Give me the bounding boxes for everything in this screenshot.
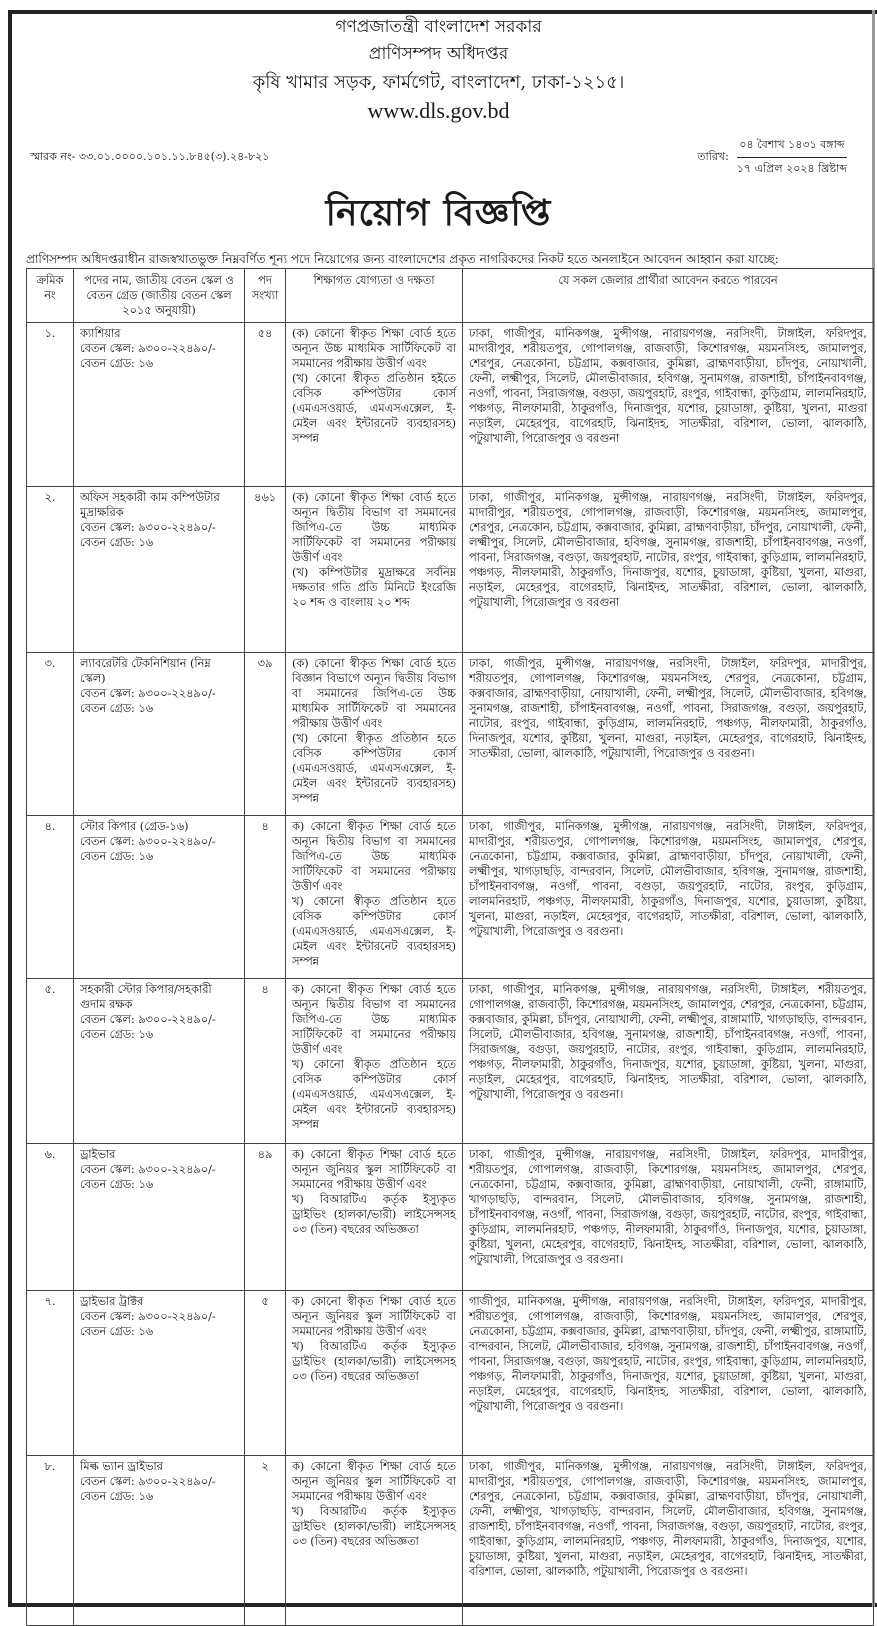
pay-grade: বেতন গ্রেড: ১৬: [80, 1490, 154, 1503]
pay-scale: বেতন স্কেল: ৯৩০০-২২৪৯০/-: [80, 1013, 216, 1026]
pay-scale: বেতন স্কেল: ৯৩০০-২২৪৯০/-: [80, 342, 216, 355]
pay-grade: বেতন গ্রেড: ১৬: [80, 1178, 154, 1191]
row-districts: গাজীপুর, মানিকগঞ্জ, মুন্সীগঞ্জ, নারায়ণগঞ্জ, নরসিংদী, টাঙ্গাইল, ফরিদপুর, মাদারীপুর, শরীয়তপুর, গোপালগঞ্জ, রাজবাড়ী, কিশোরগঞ্জ, ময়মনসিংহ, জামালপুর, শেরপুর, নেত্রকোনা, চট্টগ্রাম, কক্সবাজার, কুমিল্লা, ব্রাহ্মণবাড়ীয়া, চাঁদপুর, ফেনী, লক্ষ্মীপুর, রাঙ্গামাটি, বান্দরবান, সিলেট, মৌলভীবাজার, হবিগঞ্জ, সুনামগঞ্জ, রাজশাহী, চাঁপাইনবাবগঞ্জ, নওগাঁ, পাবনা, সিরাজগঞ্জ, বগুড়া, জয়পুরহাট, নাটোর, রংপুর, গাইবান্ধা, কুড়িগ্রাম, লালমনিরহাট, পঞ্চগড়, নীলফামারী, ঠাকুরগাঁও, দিনাজপুর, যশোর, চুয়াডাঙ্গা, কুষ্টিয়া, খুলনা, মাগুরা, নড়াইল, মেহেরপুর, বাগেরহাট, ঝিনাইদহ, সাতক্ষীরা, বরিশাল, ভোলা, ঝালকাঠি, পটুয়াখালী, পিরোজপুর ও বরগুনা।: [463, 1291, 874, 1456]
post-name: ড্রাইভার: [80, 1148, 116, 1161]
row-serial: ১.: [27, 323, 74, 487]
pay-grade: বেতন গ্রেড: ১৬: [80, 850, 154, 863]
table-row: [27, 1291, 874, 1456]
qualification-a: ক) কোনো স্বীকৃত শিক্ষা বোর্ড হতে অন্যূন জুনিয়র স্কুল সার্টিফিকেট বা সমমানের পরীক্ষায় উত্তীর্ণ এবং: [292, 1295, 456, 1338]
pay-scale: বেতন স্কেল: ৯৩০০-২২৪৯০/-: [80, 1475, 216, 1488]
department-name: প্রাণিসম্পদ অধিদপ্তর: [368, 44, 509, 64]
row-qualification: [286, 1456, 463, 1626]
qualification-a: (ক) কোনো স্বীকৃত শিক্ষা বোর্ড হতে অন্যূন দ্বিতীয় বিভাগ বা সমমানের জিপিএ-তে উচ্চ মাধ্যমিক সার্টিফিকেট বা সমমানের পরীক্ষায় উত্তীর্ণ এবং: [292, 491, 456, 564]
date-block: [697, 136, 847, 179]
row-serial: ৮.: [27, 1456, 74, 1626]
row-qualification: [286, 323, 463, 487]
row-post: [74, 1291, 245, 1456]
qualification-a: ক) কোনো স্বীকৃত শিক্ষা বোর্ড হতে অন্যূন দ্বিতীয় বিভাগ বা সমমানের জিপিএ-তে উচ্চ মাধ্যমিক সার্টিফিকেট বা সমমানের পরীক্ষায় উত্তীর্ণ এবং: [292, 820, 456, 893]
row-count: ৪৯: [245, 1144, 286, 1291]
page-title: নিয়োগ বিজ্ঞপ্তি: [325, 192, 552, 234]
row-serial: ২.: [27, 487, 74, 653]
header-post: পদের নাম, জাতীয় বেতন স্কেল ও বেতন গ্রেড (জাতীয় বেতন স্কেল ২০১৫ অনুযায়ী): [74, 269, 245, 323]
row-post: [74, 487, 245, 653]
row-qualification: [286, 816, 463, 979]
table-row: [27, 653, 874, 816]
row-count: ৫৪: [245, 323, 286, 487]
row-districts: ঢাকা, গাজীপুর, মুন্সীগঞ্জ, নারায়ণগঞ্জ, নরসিংদী, টাঙ্গাইল, ফরিদপুর, মাদারীপুর, শরীয়তপুর, গোপালগঞ্জ, কিশোরগঞ্জ, ময়মনসিংহ, শেরপুর, নেত্রকোনা, চট্টগ্রাম, কক্সবাজার, ব্রাহ্মণবাড়ীয়া, নোয়াখালী, ফেনী, লক্ষ্মীপুর, সিলেট, মৌলভীবাজার, হবিগঞ্জ, সুনামগঞ্জ, রাজশাহী, চাঁপাইনবাবগঞ্জ, নওগাঁ, পাবনা, সিরাজগঞ্জ, বগুড়া, জয়পুরহাট, নাটোর, রংপুর, গাইবান্ধা, কুড়িগ্রাম, লালমনিরহাট, পঞ্চগড়, নীলফামারী, ঠাকুরগাঁও, দিনাজপুর, যশোর, কুষ্টিয়া, খুলনা, মাগুরা, নড়াইল, মেহেরপুর, বাগেরহাট, ঝিনাইদহ, সাতক্ষীরা, ভোলা, ঝালকাঠি, পটুয়াখালী, পিরোজপুর ও বরগুনা।: [463, 653, 874, 816]
row-serial: ৭.: [27, 1291, 74, 1456]
table-row: [27, 979, 874, 1144]
row-count: ৪: [245, 816, 286, 979]
row-serial: ৫.: [27, 979, 74, 1144]
pay-grade: বেতন গ্রেড: ১৬: [80, 536, 154, 549]
post-name: মিল্ক ভ্যান ড্রাইভার: [80, 1460, 163, 1473]
memo-number: স্মারক নং- ৩৩.০১.০০০০.১০১.১১.৮৪৫(৩).২৪-৮২১: [30, 150, 270, 163]
row-qualification: [286, 1144, 463, 1291]
vacancy-table: [26, 268, 874, 1626]
row-count: ৪: [245, 979, 286, 1144]
pay-grade: বেতন গ্রেড: ১৬: [80, 1325, 154, 1338]
row-qualification: [286, 653, 463, 816]
row-qualification: [286, 487, 463, 653]
pay-grade: বেতন গ্রেড: ১৬: [80, 357, 154, 370]
row-serial: ৬.: [27, 1144, 74, 1291]
row-districts: ঢাকা, গাজীপুর, মানিকগঞ্জ, মুন্সীগঞ্জ, নারায়ণগঞ্জ, নরসিংদী, টাঙ্গাইল, ফরিদপুর, মাদারীপুর, শরীয়তপুর, গোপালগঞ্জ, রাজবাড়ী, কিশোরগঞ্জ, ময়মনসিংহ, জামালপুর, শেরপুর, নেত্রকোনা, চট্টগ্রাম, কক্সবাজার, কুমিল্লা, ব্রাহ্মণবাড়ীয়া, চাঁদপুর, নোয়াখালী, ফেনী, লক্ষ্মীপুর, সিলেট, মৌলভীবাজার, হবিগঞ্জ, সুনামগঞ্জ, রাজশাহী, চাঁপাইনবাবগঞ্জ, নওগাঁ, পাবনা, সিরাজগঞ্জ, বগুড়া, জয়পুরহাট, রংপুর, গাইবান্ধা, কুড়িগ্রাম, লালমনিরহাট, পঞ্চগড়, নীলফামারী, ঠাকুরগাঁও, দিনাজপুর, যশোর, চুয়াডাঙ্গা, কুষ্টিয়া, খুলনা, মাগুরা নড়াইল, মেহেরপুর, বাগেরহাট, ঝিনাইদহ, সাতক্ষীরা, বরিশাল, ভোলা, ঝালকাঠি, পটুয়াখালী, পিরোজপুর ও বরগুনা: [463, 323, 874, 487]
date-english: ১৭ এপ্রিল ২০২৪ খ্রিষ্টাব্দ: [736, 162, 847, 175]
govt-name: গণপ্রজাতন্ত্রী বাংলাদেশ সরকার: [335, 17, 542, 37]
qualification-b: খ) কোনো স্বীকৃত প্রতিষ্ঠান হতে বেসিক কম্পিউটার কোর্স (এমএসওয়ার্ড, এমএসএক্সেল, ই-মেইল এবং ইন্টারনেট ব্যবহারসহ) সম্পন্ন: [292, 895, 456, 968]
row-post: [74, 979, 245, 1144]
row-post: [74, 653, 245, 816]
table-row: [27, 487, 874, 653]
row-districts: ঢাকা, গাজীপুর, মুন্সীগঞ্জ, নারায়ণগঞ্জ, নরসিংদী, টাঙ্গাইল, ফরিদপুর, মাদারীপুর, শরীয়তপুর, গোপালগঞ্জ, রাজবাড়ী, কিশোরগঞ্জ, ময়মনসিংহ, জামালপুর, শেরপুর, নেত্রকোনা, চট্টগ্রাম, কক্সবাজার, কুমিল্লা, ব্রাহ্মণবাড়ীয়া, নোয়াখালী, ফেনী, রাঙ্গামাটি, খাগড়াছড়ি, বান্দরবান, সিলেট, মৌলভীবাজার, হবিগঞ্জ, সুনামগঞ্জ, রাজশাহী, চাঁপাইনবাবগঞ্জ, নওগাঁ, পাবনা, সিরাজগঞ্জ, বগুড়া, জয়পুরহাট, নাটোর, রংপুর, গাইবান্ধা, কুড়িগ্রাম, লালমনিরহাট, পঞ্চগড়, নীলফামারী, ঠাকুরগাঁও, দিনাজপুর, যশোর, চুয়াডাঙ্গা, কুষ্টিয়া, খুলনা, মেহেরপুর, বাগেরহাট, ঝিনাইদহ, সাতক্ষীরা, বরিশাল, ভোলা, ঝালকাঠি, পটুয়াখালী, পিরোজপুর ও বরগুনা।: [463, 1144, 874, 1291]
row-post: [74, 1144, 245, 1291]
qualification-a: ক) কোনো স্বীকৃত শিক্ষা বোর্ড হতে অন্যূন দ্বিতীয় বিভাগ বা সমমানের জিপিএ-তে উচ্চ মাধ্যমিক সার্টিফিকেট বা সমমানের পরীক্ষায় উত্তীর্ণ এবং: [292, 983, 456, 1056]
table-row: [27, 816, 874, 979]
post-name: সহকারী স্টোর কিপার/সহকারী গুদাম রক্ষক: [80, 983, 212, 1011]
row-districts: ঢাকা, গাজীপুর, মানিকগঞ্জ, মুন্সীগঞ্জ, নারায়ণগঞ্জ, নরসিংদী, টাঙ্গাইল, ফরিদপুর, মাদারীপুর, শরীয়তপুর, গোপালগঞ্জ, রাজবাড়ী, কিশোরগঞ্জ, ময়মনসিংহ, জামালপুর, শেরপুর, নেত্রকোন, চট্টগ্রাম, কক্সবাজার, কুমিল্লা, ব্রাহ্মণবাড়ীয়া, চাঁদপুর, নোয়াখালী, ফেনী, লক্ষ্মীপুর, সিলেট, মৌলভীবাজার, হবিগঞ্জ, সুনামগঞ্জ, রাজশাহী, চাঁপাইনবাবগঞ্জ, নওগাঁ, পাবনা, সিরাজগঞ্জ, বগুড়া, জয়পুরহাট, নাটোর, রংপুর, গাইবান্ধা, কুড়িগ্রাম, লালমনিরহাট, পঞ্চগড়, নীলফামারী, ঠাকুরগাঁও, দিনাজপুর, যশোর, চুয়াডাঙ্গা, কুষ্টিয়া, খুলনা, মাগুরা, নড়াইল, মেহেরপুর, বাগেরহাট, ঝিনাইদহ, সাতক্ষীরা, বরিশাল, ভোলা, ঝালকাঠি, পটুয়াখালী, পিরোজপুর ও বরগুনা: [463, 487, 874, 653]
qualification-b: (খ) কোনো স্বীকৃত প্রতিষ্ঠান হইতে বেসিক কম্পিউটার কোর্স (এমএসওয়ার্ড, এমএসএক্সেল, ই-মেইল এবং ইন্টারনেট ব্যবহারসহ) সম্পন্ন: [292, 372, 456, 445]
qualification-a: (ক) কোনো স্বীকৃত শিক্ষা বোর্ড হতে বিজ্ঞান বিভাগে অন্যূন দ্বিতীয় বিভাগ বা সমমানের জিপিএ-তে উচ্চ মাধ্যমিক সার্টিফিকেট বা সমমানের পরীক্ষায় উত্তীর্ণ এবং: [292, 657, 456, 730]
qualification-a: ক) কোনো স্বীকৃত শিক্ষা বোর্ড হতে অন্যূন জুনিয়র স্কুল সার্টিফিকেট বা সমমানের পরীক্ষায় উত্তীর্ণ এবং: [292, 1460, 456, 1503]
qualification-b: খ) বিআরটিএ কর্তৃক ইস্যুকৃত ড্রাইভিং (হালকা/ভারী) লাইসেন্সসহ ০৩ (তিন) বছরের অভিজ্ঞতা: [292, 1505, 456, 1548]
post-name: স্টোর কিপার (গ্রেড-১৬): [80, 820, 189, 833]
qualification-a: (ক) কোনো স্বীকৃত শিক্ষা বোর্ড হতে অন্যূন উচ্চ মাধ্যমিক সার্টিফিকেট বা সমমানের পরীক্ষায় উত্তীর্ণ এবং: [292, 327, 456, 370]
header-districts: যে সকল জেলার প্রার্থীরা আবেদন করতে পারবেন: [463, 269, 874, 323]
row-post: [74, 323, 245, 487]
table-row: [27, 1144, 874, 1291]
header-qualification: শিক্ষাগত যোগ্যতা ও দক্ষতা: [286, 269, 463, 323]
header-count: পদ সংখ্যা: [245, 269, 286, 323]
post-name: ড্রাইভার ট্রাক্টর: [80, 1295, 144, 1308]
date-label: তারিখ:: [697, 150, 729, 163]
qualification-b: খ) বিআরটিএ কর্তৃক ইস্যুকৃত ড্রাইভিং (হালকা/ভারী) লাইসেন্সসহ ০৩ (তিন) বছরের অভিজ্ঞতা: [292, 1340, 456, 1383]
post-name: অফিস সহকারী কাম কম্পিউটার মুদ্রাক্ষরিক: [80, 491, 220, 519]
table-header-row: [27, 269, 874, 323]
pay-grade: বেতন গ্রেড: ১৬: [80, 702, 154, 715]
row-districts: ঢাকা, গাজীপুর, মানিকগঞ্জ, মুন্সীগঞ্জ, নারায়ণগঞ্জ, নরসিংদী, টাঙ্গাইল, শরীয়তপুর, গোপালগঞ্জ, রাজবাড়ী, কিশোরগঞ্জ, ময়মনসিংহ, জামালপুর, শেরপুর, নেত্রকোনা, চট্টগ্রাম, কক্সবাজার, কুমিল্লা, চাঁদপুর, নোয়াখালী, ফেনী, লক্ষ্মীপুর, রাঙ্গামাটি, খাগড়াছড়ি, বান্দরবান, সিলেট, মৌলভীবাজার, হবিগঞ্জ, সুনামগঞ্জ, রাজশাহী, চাঁপাইনবাবগঞ্জ, নওগাঁ, পাবনা, সিরাজগঞ্জ, বগুড়া, জয়পুরহাট, নাটোর, রংপুর, গাইবান্ধা, কুড়িগ্রাম, লালমনিরহাট, পঞ্চগড়, নীলফামারী, ঠাকুরগাঁও, দিনাজপুর, যশোর, চুয়াডাঙ্গা, কুষ্টিয়া, খুলনা, মাগুরা, নড়াইল, মেহেরপুর, বাগেরহাট, ঝিনাইদহ, সাতক্ষীরা, বরিশাল, ভোলা, ঝালকাঠি, পটুয়াখালী, পিরোজপুর ও বরগুনা।: [463, 979, 874, 1144]
qualification-b: খ) বিআরটিএ কর্তৃক ইস্যুকৃত ড্রাইভিং (হালকা/ভারী) লাইসেন্সসহ ০৩ (তিন) বছরের অভিজ্ঞতা: [292, 1193, 456, 1236]
row-qualification: [286, 979, 463, 1144]
post-name: ল্যাবরেটরি টেকনিশিয়ান (নিম্ন স্কেল): [80, 657, 211, 685]
row-districts: ঢাকা, গাজীপুর, মানিকগঞ্জ, মুন্সীগঞ্জ, নারায়ণগঞ্জ, নরসিংদী, টাঙ্গাইল, ফরিদপুর, মাদারীপুর, শরীয়তপুর, গোপালগঞ্জ, রাজবাড়ী, কিশোরগঞ্জ, ময়মনসিংহ, জামালপুর, শেরপুর, নেত্রকোনা, চট্টগ্রাম, কক্সবাজার, কুমিল্লা, ব্রাহ্মণবাড়ীয়া, চাঁদপুর, নোয়াখালী, ফেনী, লক্ষ্মীপুর, খাগড়াছড়ি, বান্দরবান, সিলেট, মৌলভীবাজার, হবিগঞ্জ, সুনামগঞ্জ, রাজশাহী, চাঁপাইনবাবগঞ্জ, নওগাঁ, পাবনা, সিরাজগঞ্জ, বগুড়া, জয়পুরহাট, নাটোর, রংপুর, গাইবান্ধা, কুড়িগ্রাম, লালমনিরহাট, পঞ্চগড়, নীলফামারী, ঠাকুরগাঁও, দিনাজপুর, যশোর, চুয়াডাঙ্গা, কুষ্টিয়া, খুলনা, মাগুরা, নড়াইল, মেহেরপুর, বাগেরহাট, ঝিনাইদহ, সাতক্ষীরা, বরিশাল, ভোলা, ঝালকাঠি, পটুয়াখালী, পিরোজপুর ও বরগুনা।: [463, 1456, 874, 1626]
pay-scale: বেতন স্কেল: ৯৩০০-২২৪৯০/-: [80, 1163, 216, 1176]
row-count: ২: [245, 1456, 286, 1626]
row-serial: ৪.: [27, 816, 74, 979]
pay-scale: বেতন স্কেল: ৯৩০০-২২৪৯০/-: [80, 835, 216, 848]
row-serial: ৩.: [27, 653, 74, 816]
date-bangla: ০৪ বৈশাখ ১৪৩১ বঙ্গাব্দ: [737, 136, 846, 158]
intro-text: প্রাণিসম্পদ অধিদপ্তরাধীন রাজস্বখাতভুক্ত নিম্নবর্ণিত শূন্য পদে নিয়োগের জন্য বাংলাদেশের প্রকৃত নাগরিকদের নিকট হতে অনলাইনে আবেদন আহ্বান করা যাচ্ছে:: [26, 252, 779, 266]
row-districts: ঢাকা, গাজীপুর, মানিকগঞ্জ, মুন্সীগঞ্জ, নারায়ণগঞ্জ, নরসিংদী, টাঙ্গাইল, ফরিদপুর, মাদারীপুর, শরীয়তপুর, গোপালগঞ্জ, কিশোরগঞ্জ, ময়মনসিংহ, জামালপুর, শেরপুর, নেত্রকোনা, চট্টগ্রাম, কক্সবাজার, কুমিল্লা, ব্রাহ্মণবাড়ীয়া, চাঁদপুর, নোয়াখালী, ফেনী, লক্ষ্মীপুর, খাগড়াছড়ি, বান্দরবান, সিলেট, মৌলভীবাজার, হবিগঞ্জ, সুনামগঞ্জ, রাজশাহী, চাঁপাইনবাবগঞ্জ, নওগাঁ, পাবনা, বগুড়া, জয়পুরহাট, নাটোর, রংপুর, কুড়িগ্রাম, লালমনিরহাট, পঞ্চগড়, নীলফামারী, ঠাকুরগাঁও, দিনাজপুর, যশোর, চুয়াডাঙ্গা, কুষ্টিয়া, খুলনা, মাগুরা, নড়াইল, মেহেরপুর, বাগেরহাট, সাতক্ষীরা, বরিশাল, ভোলা, ঝালকাঠি, পটুয়াখালী, পিরোজপুর ও বরগুনা।: [463, 816, 874, 979]
row-post: [74, 1456, 245, 1626]
pay-scale: বেতন স্কেল: ৯৩০০-২২৪৯০/-: [80, 1310, 216, 1323]
row-post: [74, 816, 245, 979]
pay-scale: বেতন স্কেল: ৯৩০০-২২৪৯০/-: [80, 521, 216, 534]
pay-grade: বেতন গ্রেড: ১৬: [80, 1028, 154, 1041]
row-qualification: [286, 1291, 463, 1456]
table-row: [27, 1456, 874, 1626]
post-name: ক্যাশিয়ার: [80, 327, 121, 340]
qualification-b: (খ) কোনো স্বীকৃত প্রতিষ্ঠান হতে বেসিক কম্পিউটার কোর্স (এমএসওয়ার্ড, এমএসএক্সেল, ই-মেইল এবং ইন্টারনেট ব্যবহারসহ) সম্পন্ন: [292, 732, 456, 805]
table-row: [27, 323, 874, 487]
header-serial: ক্রমিক নং: [27, 269, 74, 323]
address: কৃষি খামার সড়ক, ফার্মগেট, বাংলাদেশ, ঢাকা-১২১৫।: [252, 72, 625, 93]
row-count: ৪৬১: [245, 487, 286, 653]
qualification-b: খ) কোনো স্বীকৃত প্রতিষ্ঠান হতে বেসিক কম্পিউটার কোর্স (এমএসওয়ার্ড, এমএসএক্সেল, ই-মেইল এবং ইন্টারনেট ব্যবহারসহ) সম্পন্ন: [292, 1058, 456, 1131]
qualification-b: (খ) কম্পিউটার মুদ্রাক্ষরে সর্বনিম্ন দক্ষতার গতি প্রতি মিনিটে ইংরেজি ২০ শব্দ ও বাংলায় ২০ শব্দ: [292, 566, 456, 609]
pay-scale: বেতন স্কেল: ৯৩০০-২২৪৯০/-: [80, 687, 216, 700]
website-link[interactable]: www.dls.gov.bd: [367, 98, 510, 123]
row-count: ৫: [245, 1291, 286, 1456]
qualification-a: ক) কোনো স্বীকৃত শিক্ষা বোর্ড হতে অন্যূন জুনিয়র স্কুল সার্টিফিকেট বা সমমানের পরীক্ষায় উত্তীর্ণ এবং: [292, 1148, 456, 1191]
row-count: ৩৯: [245, 653, 286, 816]
